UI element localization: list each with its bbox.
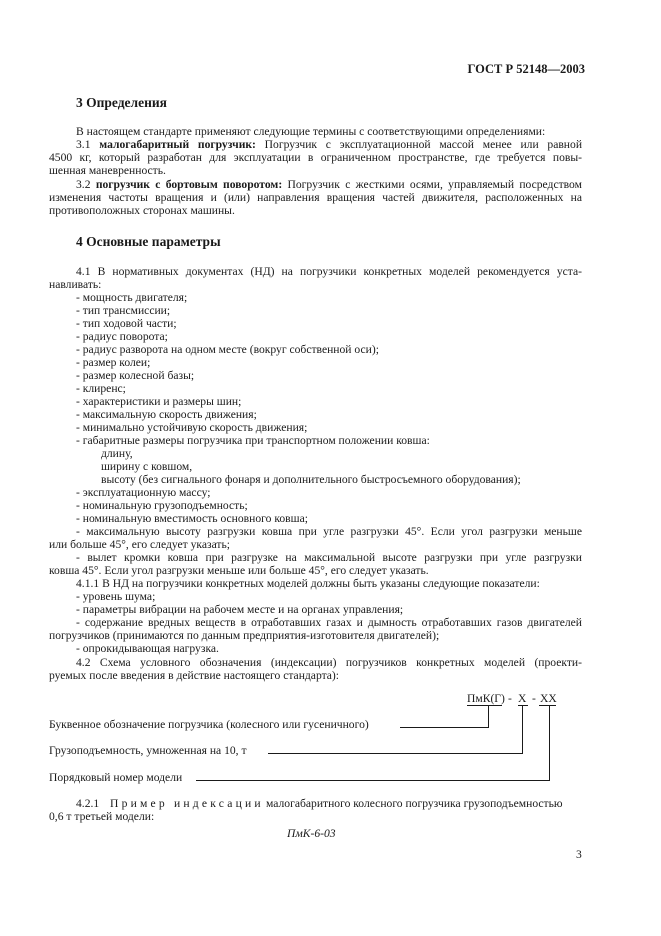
- scheme-label-letters: Буквенное обозначение погрузчика (колесного или гусеничного): [49, 718, 369, 731]
- definition-term: погрузчик с бортовым поворотом:: [95, 178, 283, 191]
- list-item: - клиренс;: [76, 382, 126, 395]
- scheme-label-capacity: Грузоподъемность, умноженная на 10, т: [49, 744, 247, 757]
- example-code: ПмК-6-03: [287, 827, 336, 840]
- definition-3-2-line-2: изменения частоты вращения и (или) направления вращения частей движителя, расположенных на: [49, 191, 582, 204]
- list-item: - тип ходовой части;: [76, 317, 177, 330]
- list-item: - радиус поворота;: [76, 330, 168, 343]
- list-item: - размер колеи;: [76, 356, 151, 369]
- code-part-letters: ПмК(Г): [467, 692, 505, 705]
- definition-text: Погрузчик с жесткими осями, управляемый посредством: [287, 178, 582, 191]
- definition-3-2-line-3: противоположных сторонах машины.: [49, 204, 235, 217]
- code-separator: -: [508, 692, 512, 705]
- list-item-max-height-line-1: - максимальную высоту разгрузки ковша при угле разгрузки 45°. Если угол разгрузки меньше: [76, 525, 582, 538]
- code-part-model: ХХ: [540, 692, 557, 705]
- list-item: - опрокидывающая нагрузка.: [76, 642, 219, 655]
- list-item: - номинальную вместимость основного ковша;: [76, 512, 308, 525]
- code-separator: -: [532, 692, 536, 705]
- section-3-heading: 3 Определения: [76, 95, 167, 110]
- list-item-max-height-line-2: или больше 45°, его следует указать;: [49, 538, 230, 551]
- example-text-line-2: 0,6 т третьей модели:: [49, 810, 155, 823]
- section-3-intro: В настоящем стандарте применяют следующие термины с соответствующими определениями:: [76, 125, 546, 138]
- clause-4-2-line-2: руемых после введения в действие настоящего стандарта):: [49, 669, 340, 682]
- example-label: Пример индексации: [110, 797, 264, 810]
- definition-3-1-line-2: 4500 кг, который разработан для эксплуатации в ограниченном пространстве, где требуется повы-: [49, 151, 582, 164]
- list-item: - характеристики и размеры шин;: [76, 395, 242, 408]
- list-item: - уровень шума;: [76, 590, 156, 603]
- list-item-reach-line-1: - вылет кромки ковша при разгрузке на максимальной высоте разгрузки при угле разгрузки: [76, 551, 582, 564]
- example-number: 4.2.1: [76, 797, 100, 810]
- definition-term: малогабаритный погрузчик:: [99, 138, 256, 151]
- definition-3-1-line-3: шенная маневренность.: [49, 164, 166, 177]
- definition-text: Погрузчик с эксплуатационной массой менее или равной: [264, 138, 583, 151]
- list-item-harm-line-1: - содержание вредных веществ в отработавших газах и дымность отработавших газов двигателей: [76, 616, 582, 629]
- clause-4-1-line-1: 4.1 В нормативных документах (НД) на погрузчики конкретных моделей рекомендуется уста-: [76, 265, 582, 278]
- definition-number: 3.2: [76, 178, 91, 191]
- list-item: - радиус разворота на одном месте (вокруг собственной оси);: [76, 343, 379, 356]
- list-item: - минимально устойчивую скорость движения;: [76, 421, 308, 434]
- list-item: - габаритные размеры погрузчика при транспортном положении ковша:: [76, 434, 430, 447]
- list-item: - мощность двигателя;: [76, 291, 188, 304]
- scheme-label-model-number: Порядковый номер модели: [49, 771, 183, 784]
- list-item-harm-line-2: погрузчиков (принимаются по данным предприятия-изготовителя двигателей);: [49, 629, 440, 642]
- definition-number: 3.1: [76, 138, 91, 151]
- sublist-item: высоту (без сигнального фонаря и дополнительного быстросъемного оборудования);: [101, 473, 521, 486]
- list-item: - эксплуатационную массу;: [76, 486, 211, 499]
- example-text-line-1: малогабаритного колесного погрузчика грузоподъемностью: [266, 797, 563, 810]
- list-item: - максимальную скорость движения;: [76, 408, 257, 421]
- section-4-heading: 4 Основные параметры: [76, 234, 221, 249]
- sublist-item: ширину с ковшом,: [101, 460, 193, 473]
- list-item: - размер колесной базы;: [76, 369, 195, 382]
- list-item: - тип трансмиссии;: [76, 304, 171, 317]
- code-part-capacity: Х: [518, 692, 527, 705]
- list-item-reach-line-2: ковша 45°. Если угол разгрузки меньше или больше 45°, его следует указать.: [49, 564, 429, 577]
- sublist-item: длину,: [101, 447, 133, 460]
- page-number: 3: [576, 848, 582, 861]
- list-item: - параметры вибрации на рабочем месте и на органах управления;: [76, 603, 404, 616]
- clause-4-1-line-2: навливать:: [49, 278, 102, 291]
- clause-4-1-1: 4.1.1 В НД на погрузчики конкретных моделей должны быть указаны следующие показатели:: [76, 577, 540, 590]
- clause-4-2-line-1: 4.2 Схема условного обозначения (индексации) погрузчиков конкретных моделей (проекти-: [76, 656, 582, 669]
- list-item: - номинальную грузоподъемность;: [76, 499, 248, 512]
- standard-number: ГОСТ Р 52148—2003: [467, 62, 585, 76]
